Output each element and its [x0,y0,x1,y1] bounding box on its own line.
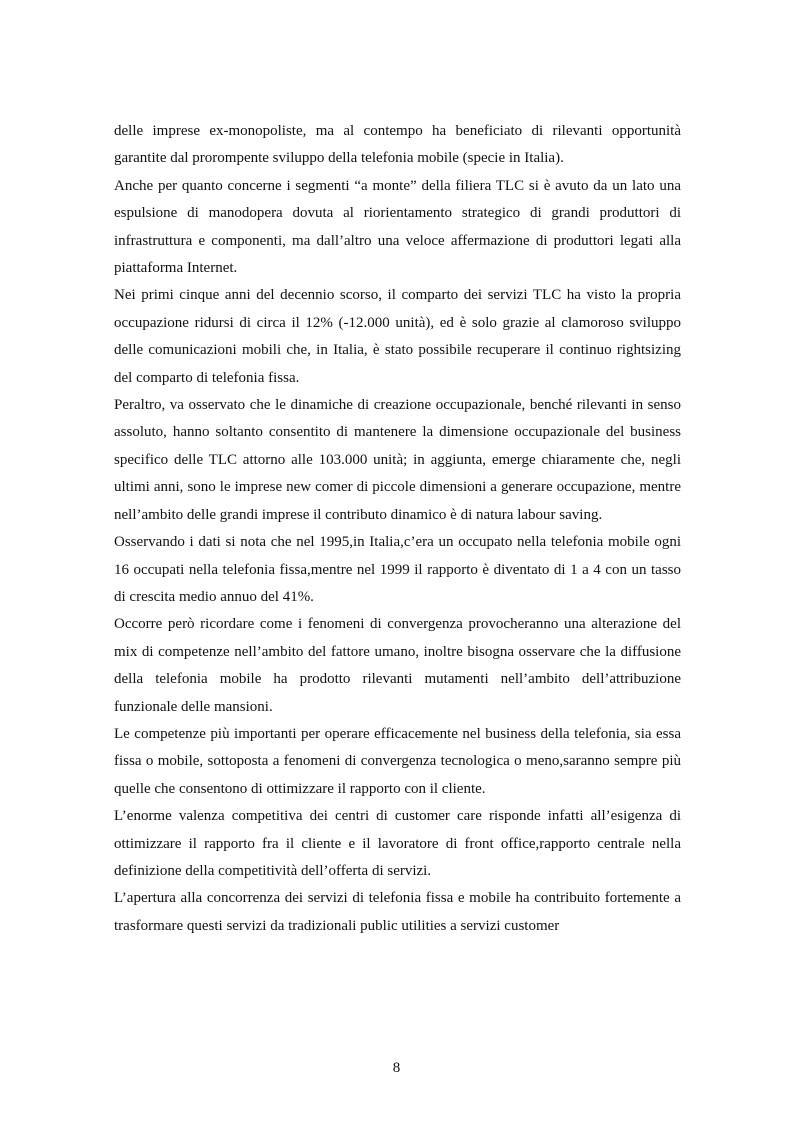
paragraph-1: delle imprese ex-monopoliste, ma al contempo ha beneficiato di rilevanti opportunità garantite dal prorompente sviluppo della telefonia mobile (specie in Italia). [114,123,681,167]
page-number: 8 [392,1060,401,1076]
paragraph-6: Occorre però ricordare come i fenomeni di convergenza provocheranno una alterazione del mix di competenze nell’ambito del fattore umano, inoltre bisogna osservare che la diffusione della telefonia mobile ha prodotto rilevanti mutamenti nell’ambito dell’attribuzione funzionale delle mansioni. [114,616,681,715]
paragraph-2: Anche per quanto concerne i segmenti “a monte” della filiera TLC si è avuto da un lato una espulsione di manodopera dovuta al riorientamento strategico di grandi produttori di infrastruttura e componenti, ma dall’altro una veloce affermazione di produttori legati alla piattaforma Internet. [114,177,681,277]
paragraph-4: Peraltro, va osservato che le dinamiche di creazione occupazionale, benché rilevanti in senso assoluto, hanno soltanto consentito di mantenere la dimensione occupazionale del business specifico delle TLC attorno alle 103.000 unità; in aggiunta, emerge chiaramente che, negli ultimi anni, sono le imprese new comer di piccole dimensioni a generare occupazione, mentre nell’ambito delle grandi imprese il contributo dinamico è di natura labour saving. [114,397,681,523]
paragraph-8: L’enorme valenza competitiva dei centri di customer care risponde infatti all’esigenza di ottimizzare il rapporto fra il cliente e il lavoratore di front office,rapporto centrale nella definizione della competitività dell’offerta di servizi. [114,808,681,879]
body-text [114,118,681,940]
paragraph-5: Osservando i dati si nota che nel 1995,in Italia,c’era un occupato nella telefonia mobile ogni 16 occupati nella telefonia fissa,mentre nel 1999 il rapporto è diventato di 1 a 4 con un tasso di crescita medio annuo del 41%. [114,534,681,605]
paragraph-9: L’apertura alla concorrenza dei servizi di telefonia fissa e mobile ha contribuito fortemente a trasformare questi servizi da tradizionali public utilities a servizi customer [114,890,681,934]
paragraph-7: Le competenze più importanti per operare efficacemente nel business della telefonia, sia essa fissa o mobile, sottoposta a fenomeni di convergenza tecnologica o meno,saranno sempre più quelle che consentono di ottimizzare il rapporto con il cliente. [114,725,681,797]
paragraph-3: Nei primi cinque anni del decennio scorso, il comparto dei servizi TLC ha visto la propria occupazione ridursi di circa il 12% (-12.000 unità), ed è solo grazie al clamoroso sviluppo delle comunicazioni mobili che, in Italia, è stato possibile recuperare il continuo rightsizing del comparto di telefonia fissa. [114,287,681,386]
